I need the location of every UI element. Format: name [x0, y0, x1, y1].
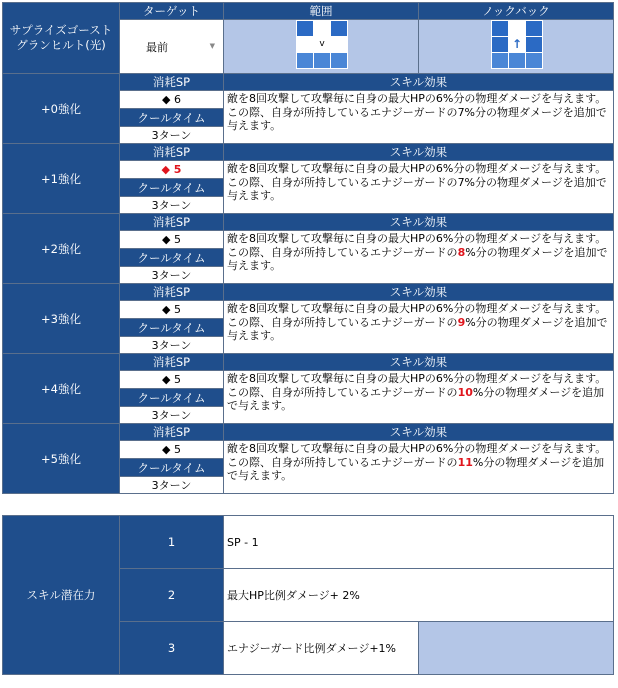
effect-text-post: 分の物理ダメージを追加で与えます。 — [227, 105, 607, 133]
potential-title: スキル潜在力 — [3, 516, 120, 675]
potential-text: エナジーガード比例ダメージ+1% — [224, 622, 419, 675]
chevron-down-icon[interactable]: ▼ — [209, 42, 215, 50]
cooldown-label: クールタイム — [120, 249, 224, 267]
cooldown-label: クールタイム — [120, 179, 224, 197]
sp-value: ◆ 6 — [120, 91, 224, 109]
effect-percent: 7% — [457, 105, 476, 119]
sp-value: ◆ 5 — [120, 301, 224, 319]
effect-text-pre: 敵を8回攻撃して攻撃毎に自身の最大HPの6%分の物理ダメージを与えます。この際、自身が所持しているエナジーガードの — [227, 162, 607, 189]
cooldown-label: クールタイム — [120, 459, 224, 477]
effect-header: スキル効果 — [224, 144, 614, 161]
effect-text-pre: 敵を8回攻撃して攻撃毎に自身の最大HPの6%分の物理ダメージを与えます。この際、自身が所持しているエナジーガードの — [227, 372, 607, 399]
potential-text: SP - 1 — [224, 516, 614, 569]
potential-num: 3 — [120, 622, 224, 675]
effect-header: スキル効果 — [224, 424, 614, 441]
cooldown-value: 3ターン — [120, 197, 224, 214]
effect-text-post: %分の物理ダメージを追加で与えます。 — [227, 245, 608, 273]
levels-table — [2, 73, 614, 494]
cooldown-label: クールタイム — [120, 319, 224, 337]
skill-sheet — [2, 2, 614, 675]
skill-effect — [224, 231, 614, 284]
knockback-cell — [419, 20, 614, 74]
skill-effect — [224, 371, 614, 424]
target-select[interactable] — [120, 20, 224, 74]
effect-percent: 9 — [457, 315, 466, 329]
cooldown-value: 3ターン — [120, 337, 224, 354]
effect-percent: 11 — [457, 455, 473, 469]
sp-header: 消耗SP — [120, 424, 224, 441]
range-header: 範囲 — [224, 3, 419, 20]
effect-text-pre: 敵を8回攻撃して攻撃毎に自身の最大HPの6%分の物理ダメージを与えます。この際、自身が所持しているエナジーガードの — [227, 92, 607, 119]
effect-text-pre: 敵を8回攻撃して攻撃毎に自身の最大HPの6%分の物理ダメージを与えます。この際、自身が所持しているエナジーガードの — [227, 232, 607, 259]
effect-header: スキル効果 — [224, 284, 614, 301]
level-name: +2強化 — [3, 214, 120, 284]
potential-table — [2, 515, 614, 675]
effect-header: スキル効果 — [224, 214, 614, 231]
potential-num: 1 — [120, 516, 224, 569]
cooldown-label: クールタイム — [120, 389, 224, 407]
potential-blank — [419, 622, 614, 675]
skill-effect — [224, 161, 614, 214]
cooldown-value: 3ターン — [120, 127, 224, 144]
effect-text-pre: 敵を8回攻撃して攻撃毎に自身の最大HPの6%分の物理ダメージを与えます。この際、自身が所持しているエナジーガードの — [227, 442, 607, 469]
level-name: +4強化 — [3, 354, 120, 424]
sp-header: 消耗SP — [120, 144, 224, 161]
sp-header: 消耗SP — [120, 74, 224, 91]
effect-percent: 7% — [457, 175, 476, 189]
level-name: +3強化 — [3, 284, 120, 354]
sp-header: 消耗SP — [120, 284, 224, 301]
range-marker: v — [314, 37, 331, 53]
level-name: +0強化 — [3, 74, 120, 144]
sp-header: 消耗SP — [120, 354, 224, 371]
effect-text-post: %分の物理ダメージを追加で与えます。 — [227, 455, 605, 483]
effect-percent: 8 — [457, 245, 466, 259]
cooldown-value: 3ターン — [120, 477, 224, 494]
skill-table — [2, 2, 614, 74]
range-grid — [296, 20, 348, 69]
skill-effect — [224, 91, 614, 144]
cooldown-value: 3ターン — [120, 267, 224, 284]
effect-text-post: %分の物理ダメージを追加で与えます。 — [227, 315, 608, 343]
effect-text-post: %分の物理ダメージを追加で与えます。 — [227, 385, 605, 413]
skill-effect — [224, 441, 614, 494]
effect-percent: 10 — [457, 385, 473, 399]
effect-text-pre: 敵を8回攻撃して攻撃毎に自身の最大HPの6%分の物理ダメージを与えます。この際、自身が所持しているエナジーガードの — [227, 302, 607, 329]
level-name: +1強化 — [3, 144, 120, 214]
arrow-up-icon: ↑ — [509, 37, 526, 53]
target-value: 最前 — [146, 40, 168, 54]
knockback-grid — [491, 20, 543, 69]
cooldown-label: クールタイム — [120, 109, 224, 127]
skill-name: サプライズゴースト グランヒルト(光) — [3, 3, 120, 74]
range-cell — [224, 20, 419, 74]
effect-text-post: 分の物理ダメージを追加で与えます。 — [227, 175, 607, 203]
cooldown-value: 3ターン — [120, 407, 224, 424]
sp-value: ◆ 5 — [120, 231, 224, 249]
skill-effect — [224, 301, 614, 354]
effect-header: スキル効果 — [224, 354, 614, 371]
sp-value: ◆ 5 — [120, 161, 224, 179]
potential-text: 最大HP比例ダメージ+ 2% — [224, 569, 614, 622]
sp-value: ◆ 5 — [120, 441, 224, 459]
sp-header: 消耗SP — [120, 214, 224, 231]
level-name: +5強化 — [3, 424, 120, 494]
potential-num: 2 — [120, 569, 224, 622]
effect-header: スキル効果 — [224, 74, 614, 91]
sp-value: ◆ 5 — [120, 371, 224, 389]
target-header: ターゲット — [120, 3, 224, 20]
knockback-header: ノックバック — [419, 3, 614, 20]
